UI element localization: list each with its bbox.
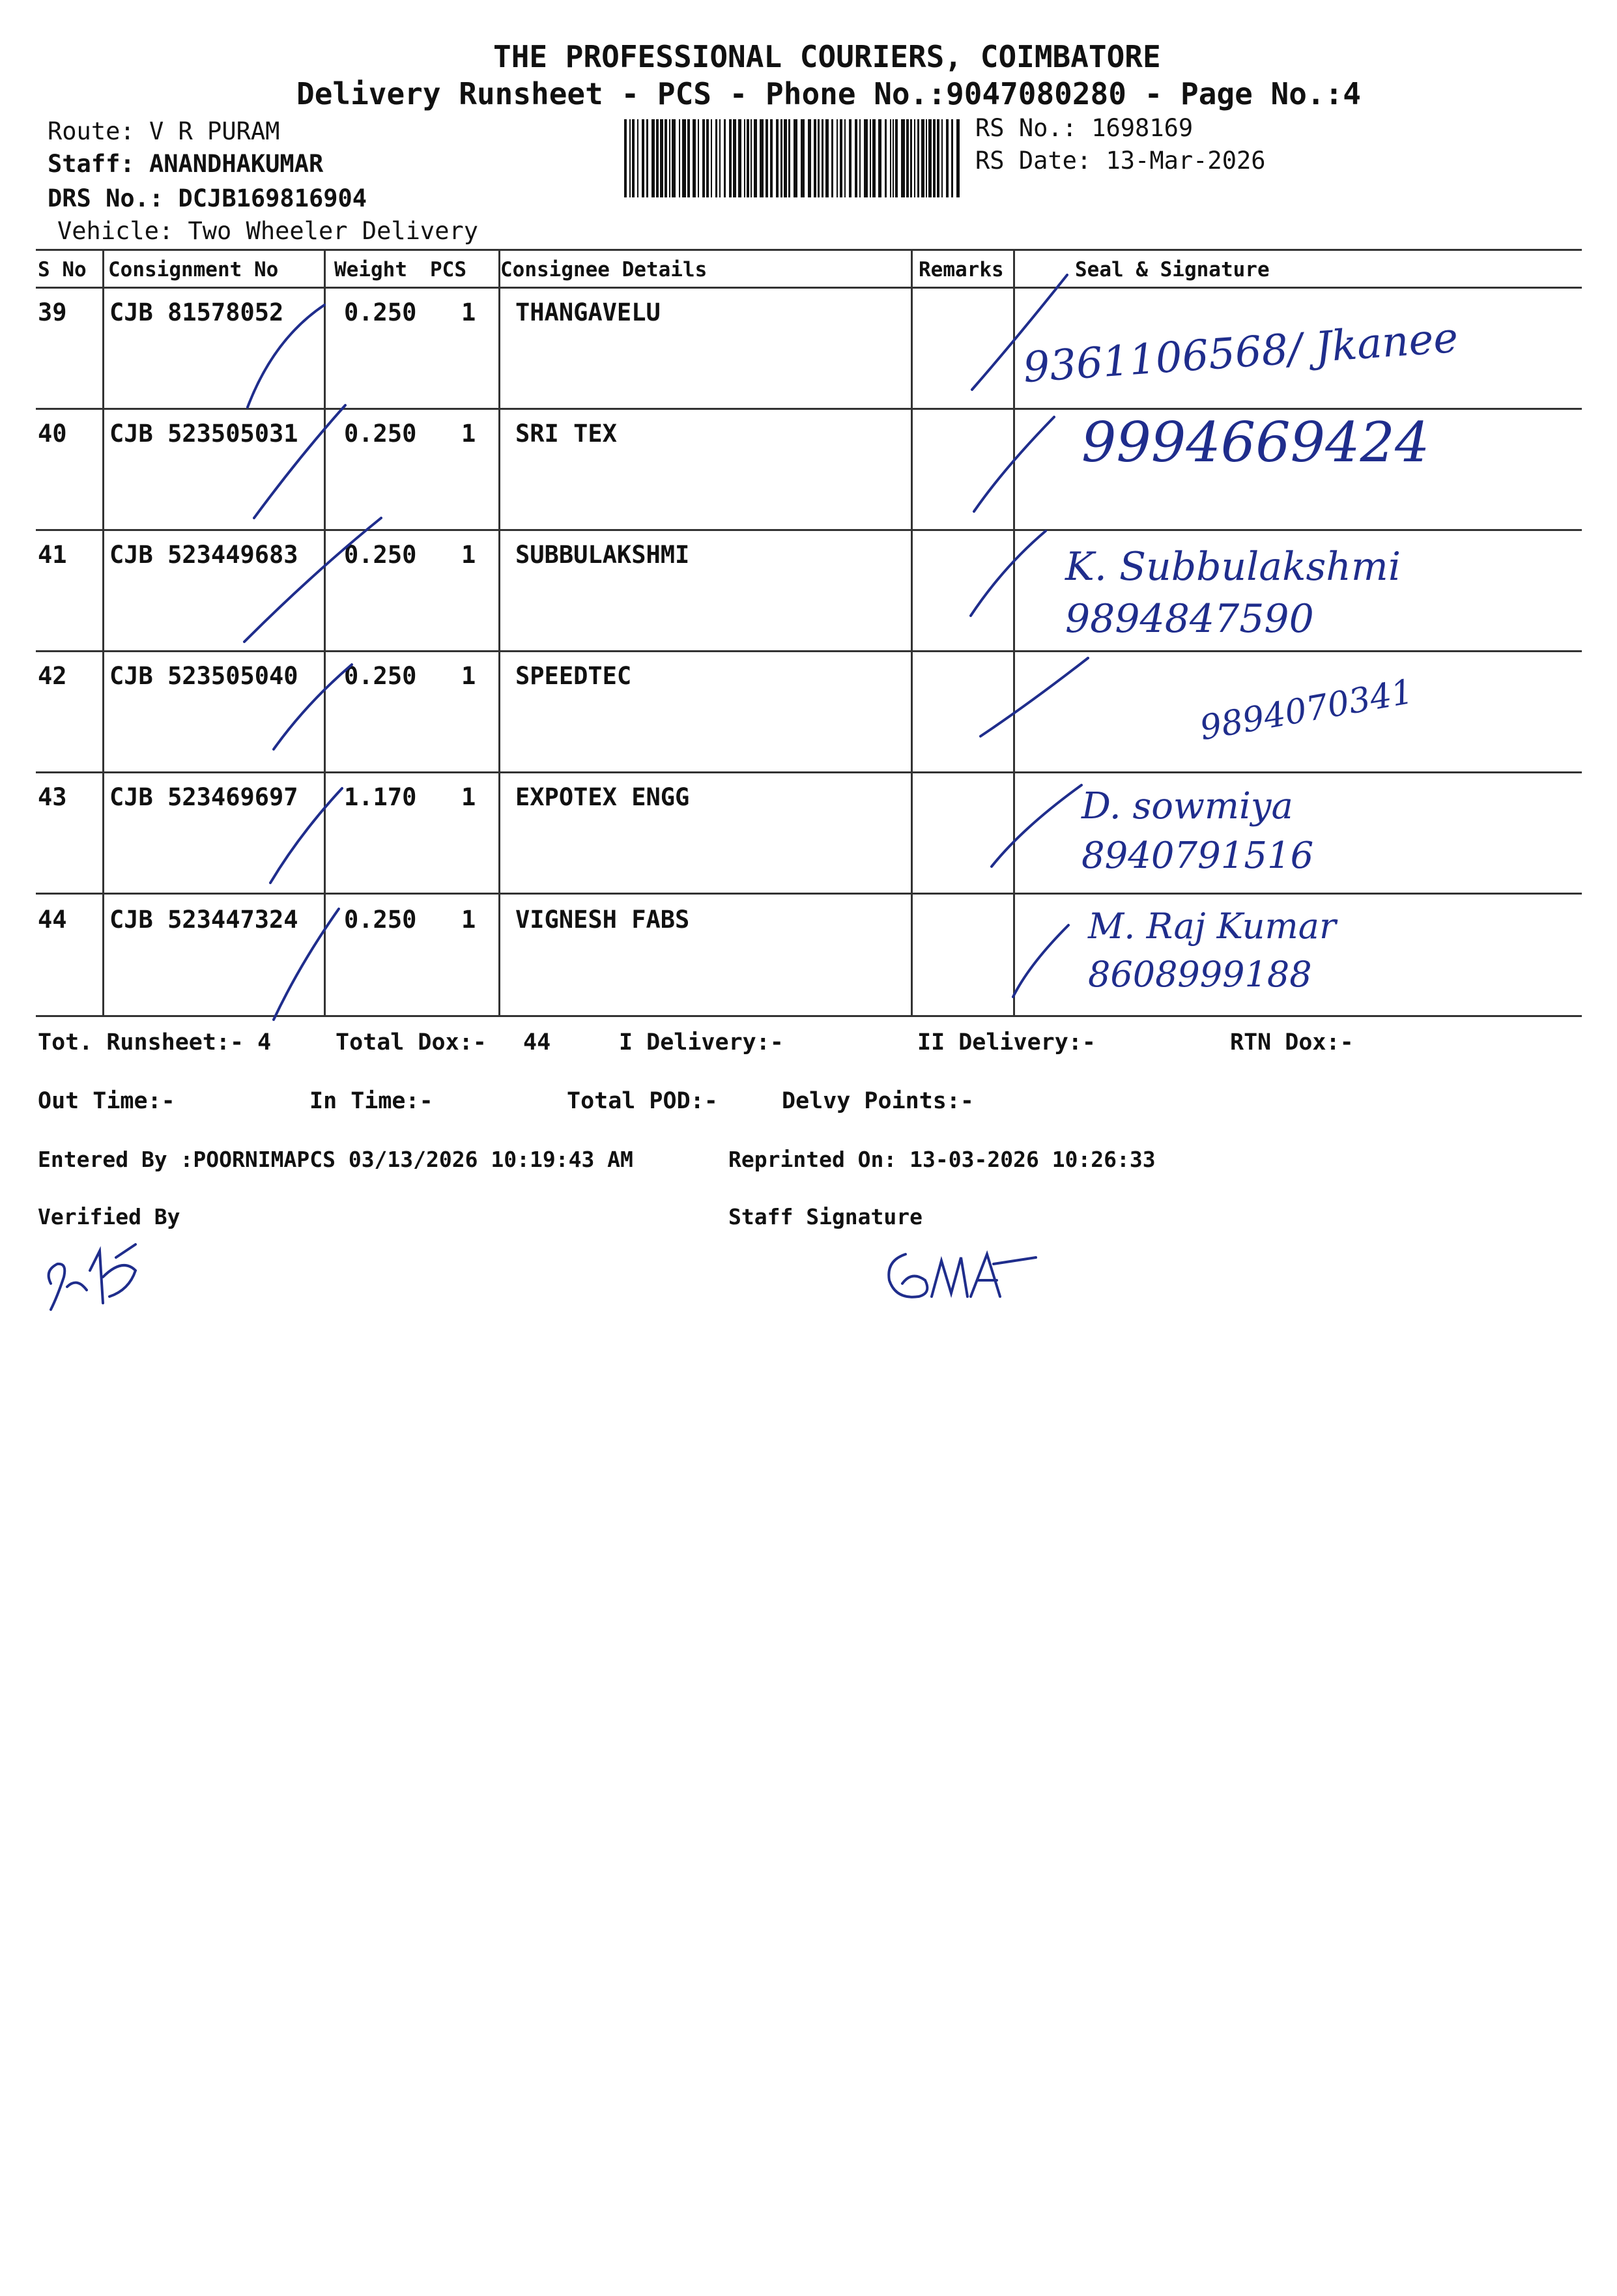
col-header-consignee: Consignee Details xyxy=(500,258,708,281)
barcode-bar xyxy=(893,119,894,197)
barcode-bar xyxy=(822,119,823,197)
handwritten-receipt: D. sowmiya 8940791516 xyxy=(1081,785,1314,877)
barcode-bar xyxy=(780,119,782,197)
i-delivery: I Delivery:- xyxy=(619,1029,784,1055)
in-time: In Time:- xyxy=(309,1088,433,1114)
barcode-bar xyxy=(872,119,876,197)
column-divider xyxy=(498,249,500,1015)
cell-weight: 0.250 xyxy=(344,906,417,934)
barcode-bar xyxy=(825,119,829,197)
cell-sno: 41 xyxy=(38,541,67,569)
table-header-rule xyxy=(36,287,1582,289)
cell-consignment: CJB 523505040 xyxy=(109,662,298,690)
row-rule xyxy=(36,771,1582,773)
handwritten-receipt: 9361106568/ Jkanee xyxy=(1022,313,1460,393)
delvy-points: Delvy Points:- xyxy=(782,1088,975,1114)
cell-consignee: EXPOTEX ENGG xyxy=(515,783,690,811)
vehicle-value: Two Wheeler Delivery xyxy=(188,217,479,245)
barcode-bar xyxy=(937,119,939,197)
barcode-bar xyxy=(901,119,905,197)
row-rule xyxy=(36,408,1582,410)
barcode-bar xyxy=(642,119,644,197)
barcode-bar xyxy=(917,119,919,197)
barcode-bar xyxy=(849,119,851,197)
company-title: THE PROFESSIONAL COURIERS, COIMBATORE xyxy=(493,39,1161,74)
column-divider xyxy=(102,249,104,1015)
barcode-bar xyxy=(921,119,924,197)
barcode-bar xyxy=(926,119,927,197)
total-dox-value: 44 xyxy=(523,1029,551,1055)
col-header-pcs: PCS xyxy=(430,258,466,281)
barcode-bar xyxy=(859,119,861,197)
cell-consignment: CJB 81578052 xyxy=(109,298,284,326)
barcode-bar xyxy=(693,119,696,197)
barcode-bar xyxy=(840,119,842,197)
barcode-bar xyxy=(679,119,680,197)
staff-signature-image xyxy=(880,1235,1049,1319)
col-header-sno: S No xyxy=(38,258,87,281)
cell-consignee: VIGNESH FABS xyxy=(515,906,690,934)
row-rule xyxy=(36,893,1582,895)
barcode-bar xyxy=(794,119,797,197)
cell-sno: 39 xyxy=(38,298,67,326)
rs-date-line xyxy=(975,147,1266,175)
cell-consignee: THANGAVELU xyxy=(515,298,661,326)
table-top-rule xyxy=(36,249,1582,251)
staff-signature-label: Staff Signature xyxy=(728,1204,923,1229)
col-header-weight: Weight xyxy=(334,258,407,281)
barcode-bar xyxy=(776,119,779,197)
column-divider xyxy=(911,249,913,1015)
barcode-bar xyxy=(766,119,768,197)
table-bottom-rule xyxy=(36,1015,1582,1017)
cell-pcs: 1 xyxy=(461,420,476,448)
barcode-bar xyxy=(855,119,857,197)
barcode-bar xyxy=(751,119,752,197)
rs-no-label: RS No.: xyxy=(975,114,1077,142)
entered-by: Entered By :POORNIMAPCS 03/13/2026 10:19:43 AM xyxy=(38,1147,633,1172)
barcode-bar xyxy=(632,119,635,197)
barcode-bar xyxy=(895,119,898,197)
verified-by-label: Verified By xyxy=(38,1204,180,1229)
barcode-bar xyxy=(646,119,648,197)
barcode-bar xyxy=(956,119,960,197)
barcode-bar xyxy=(933,119,936,197)
cell-consignment: CJB 523447324 xyxy=(109,906,298,934)
barcode-bar xyxy=(656,119,659,197)
rs-date-value: 13-Mar-2026 xyxy=(1106,147,1266,175)
barcode-bar xyxy=(890,119,891,197)
barcode-bar xyxy=(870,119,871,197)
cell-consignee: SRI TEX xyxy=(515,420,617,448)
staff-label: Staff: xyxy=(48,150,135,178)
cell-pcs: 1 xyxy=(461,662,476,690)
column-divider xyxy=(324,249,326,1015)
cell-pcs: 1 xyxy=(461,783,476,811)
column-divider xyxy=(1013,249,1015,1015)
vehicle-line xyxy=(57,217,478,245)
barcode-bar xyxy=(660,119,663,197)
rtn-dox: RTN Dox:- xyxy=(1230,1029,1354,1055)
cell-sno: 42 xyxy=(38,662,67,690)
barcode-bar xyxy=(744,119,745,197)
barcode-bar xyxy=(951,119,953,197)
drs-line xyxy=(48,184,367,212)
barcode-bar xyxy=(687,119,690,197)
barcode-bar xyxy=(711,119,712,197)
barcode-bar xyxy=(698,119,699,197)
runsheet-subtitle: Delivery Runsheet - PCS - Phone No.:9047080280 - Page No.:4 xyxy=(296,76,1361,111)
barcode-bar xyxy=(629,119,631,197)
barcode-bar xyxy=(729,119,732,197)
cell-pcs: 1 xyxy=(461,298,476,326)
barcode-bar xyxy=(733,119,736,197)
rs-no-value: 1698169 xyxy=(1091,114,1194,142)
barcode-image xyxy=(624,119,963,197)
barcode-bar xyxy=(702,119,705,197)
barcode-bar xyxy=(770,119,773,197)
vehicle-label: Vehicle: xyxy=(57,217,174,245)
cell-consignment: CJB 523505031 xyxy=(109,420,298,448)
col-header-consignment: Consignment No xyxy=(108,258,279,281)
route-line xyxy=(48,117,279,145)
cell-consignment: CJB 523469697 xyxy=(109,783,298,811)
cell-consignee: SUBBULAKSHMI xyxy=(515,541,690,569)
barcode-bar xyxy=(715,119,717,197)
handwritten-receipt: K. Subbulakshmi 9894847590 xyxy=(1065,544,1401,642)
handwritten-receipt: M. Raj Kumar 8608999188 xyxy=(1088,906,1336,995)
barcode-bar xyxy=(818,119,820,197)
handwritten-receipt: 9994669424 xyxy=(1081,410,1430,474)
total-dox-label: Total Dox:- xyxy=(336,1029,487,1055)
barcode-bar xyxy=(788,119,790,197)
barcode-bar xyxy=(651,119,655,197)
col-header-seal-signature: Seal & Signature xyxy=(1075,258,1270,281)
barcode-bar xyxy=(784,119,787,197)
tot-runsheet: Tot. Runsheet:- 4 xyxy=(38,1029,272,1055)
barcode-bar xyxy=(885,119,887,197)
drs-label: DRS No.: xyxy=(48,184,164,212)
barcode-bar xyxy=(906,119,909,197)
handwritten-receipt: 9894070341 xyxy=(1197,672,1416,749)
barcode-bar xyxy=(946,119,949,197)
reprinted-on: Reprinted On: 13-03-2026 10:26:33 xyxy=(728,1147,1156,1172)
cell-pcs: 1 xyxy=(461,541,476,569)
cell-weight: 1.170 xyxy=(344,783,417,811)
verifier-signature-image xyxy=(38,1231,168,1323)
cell-weight: 0.250 xyxy=(344,662,417,690)
barcode-bar xyxy=(814,119,816,197)
rs-date-label: RS Date: xyxy=(975,147,1092,175)
staff-value: ANANDHAKUMAR xyxy=(149,150,324,178)
cell-weight: 0.250 xyxy=(344,298,417,326)
barcode-bar xyxy=(672,119,676,197)
barcode-bar xyxy=(844,119,846,197)
barcode-bar xyxy=(864,119,868,197)
barcode-bar xyxy=(738,119,741,197)
barcode-bar xyxy=(624,119,627,197)
rs-no-line xyxy=(975,114,1193,142)
row-rule xyxy=(36,650,1582,652)
barcode-bar xyxy=(754,119,757,197)
cell-consignee: SPEEDTEC xyxy=(515,662,632,690)
barcode-bar xyxy=(665,119,667,197)
barcode-bar xyxy=(831,119,833,197)
barcode-bar xyxy=(808,119,811,197)
barcode-bar xyxy=(941,119,943,197)
cell-weight: 0.250 xyxy=(344,541,417,569)
barcode-bar xyxy=(910,119,912,197)
total-pod: Total POD:- xyxy=(567,1088,718,1114)
cell-sno: 40 xyxy=(38,420,67,448)
barcode-bar xyxy=(878,119,881,197)
barcode-bar xyxy=(669,119,670,197)
row-rule xyxy=(36,529,1582,531)
barcode-bar xyxy=(706,119,709,197)
barcode-bar xyxy=(914,119,915,197)
route-value: V R PURAM xyxy=(149,117,280,145)
barcode-bar xyxy=(801,119,805,197)
barcode-bar xyxy=(928,119,932,197)
staff-line xyxy=(48,150,323,178)
barcode-bar xyxy=(682,119,686,197)
barcode-bar xyxy=(724,119,726,197)
cell-sno: 44 xyxy=(38,906,67,934)
ii-delivery: II Delivery:- xyxy=(917,1029,1096,1055)
drs-value: DCJB169816904 xyxy=(178,184,367,212)
cell-pcs: 1 xyxy=(461,906,476,934)
barcode-bar xyxy=(637,119,638,197)
cell-weight: 0.250 xyxy=(344,420,417,448)
barcode-bar xyxy=(747,119,749,197)
cell-sno: 43 xyxy=(38,783,67,811)
col-header-remarks: Remarks xyxy=(919,258,1004,281)
barcode-bar xyxy=(837,119,838,197)
barcode-bar xyxy=(719,119,721,197)
out-time: Out Time:- xyxy=(38,1088,175,1114)
barcode-bar xyxy=(760,119,764,197)
route-label: Route: xyxy=(48,117,135,145)
cell-consignment: CJB 523449683 xyxy=(109,541,298,569)
